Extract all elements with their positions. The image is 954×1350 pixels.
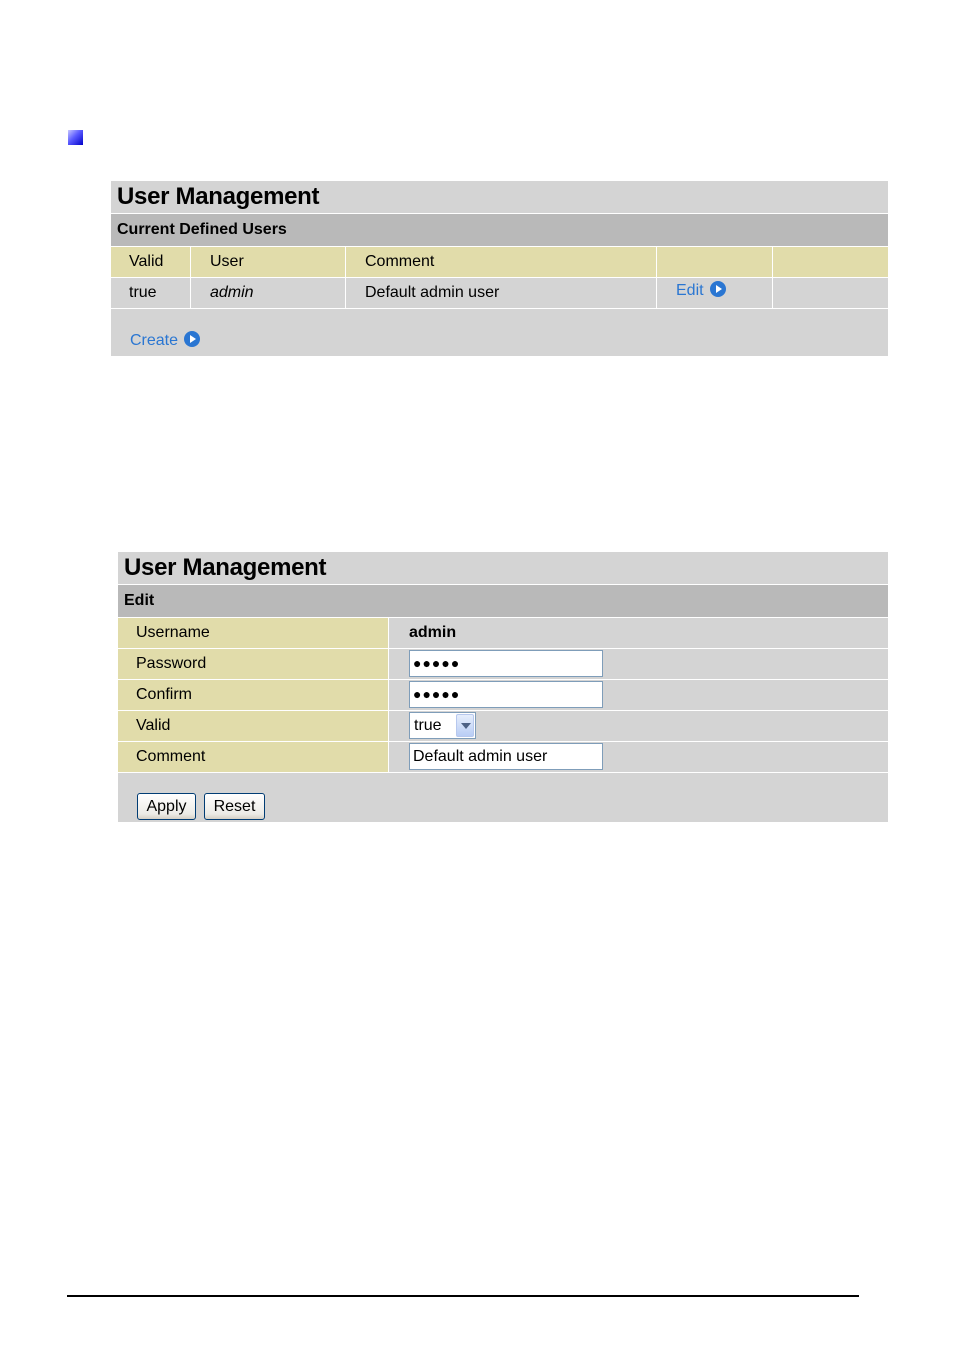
button-bar	[118, 772, 888, 822]
bullet-icon	[68, 130, 83, 145]
arrow-right-circle-icon[interactable]	[710, 281, 726, 297]
column-header-extra	[773, 247, 888, 277]
confirm-cell	[389, 680, 888, 710]
form-row-username	[118, 618, 888, 649]
confirm-label: Confirm	[118, 680, 389, 710]
valid-select[interactable]	[409, 712, 476, 739]
create-link-label[interactable]: Create	[130, 332, 179, 349]
username-label: Username	[118, 618, 389, 648]
form-row-comment	[118, 742, 888, 773]
user-list-panel	[111, 181, 888, 356]
column-header-user: User	[191, 247, 346, 277]
table-row	[111, 278, 888, 309]
edit-link[interactable]	[657, 278, 773, 308]
cell-extra	[773, 278, 888, 308]
form-row-password	[118, 649, 888, 680]
comment-input[interactable]: Default admin user	[409, 743, 603, 770]
chevron-down-icon[interactable]	[456, 714, 474, 737]
form-row-valid	[118, 711, 888, 742]
create-link[interactable]	[130, 331, 200, 350]
column-header-comment: Comment	[346, 247, 657, 277]
valid-cell	[389, 711, 888, 741]
cell-comment: Default admin user	[346, 278, 657, 308]
valid-label: Valid	[118, 711, 389, 741]
username-value: admin	[389, 618, 888, 648]
password-input[interactable]: ●●●●●	[409, 650, 603, 677]
password-cell	[389, 649, 888, 679]
form-row-confirm	[118, 680, 888, 711]
comment-label: Comment	[118, 742, 389, 772]
password-label: Password	[118, 649, 389, 679]
panel-title: User Management	[111, 181, 888, 214]
valid-select-value: true	[414, 717, 442, 734]
panel-title: User Management	[118, 552, 888, 585]
column-header-valid: Valid	[111, 247, 191, 277]
reset-button[interactable]: Reset	[204, 793, 265, 820]
user-edit-panel	[118, 552, 888, 822]
edit-link-label[interactable]: Edit	[676, 282, 704, 299]
arrow-right-circle-icon[interactable]	[184, 331, 200, 347]
footer-divider	[67, 1295, 859, 1297]
cell-valid: true	[111, 278, 191, 308]
confirm-password-input[interactable]: ●●●●●	[409, 681, 603, 708]
apply-button[interactable]: Apply	[137, 793, 196, 820]
comment-cell	[389, 742, 888, 772]
column-header-action	[657, 247, 773, 277]
panel-subtitle: Edit	[118, 585, 888, 618]
panel-subtitle: Current Defined Users	[111, 214, 888, 247]
table-header-row	[111, 247, 888, 278]
cell-user: admin	[191, 278, 346, 308]
